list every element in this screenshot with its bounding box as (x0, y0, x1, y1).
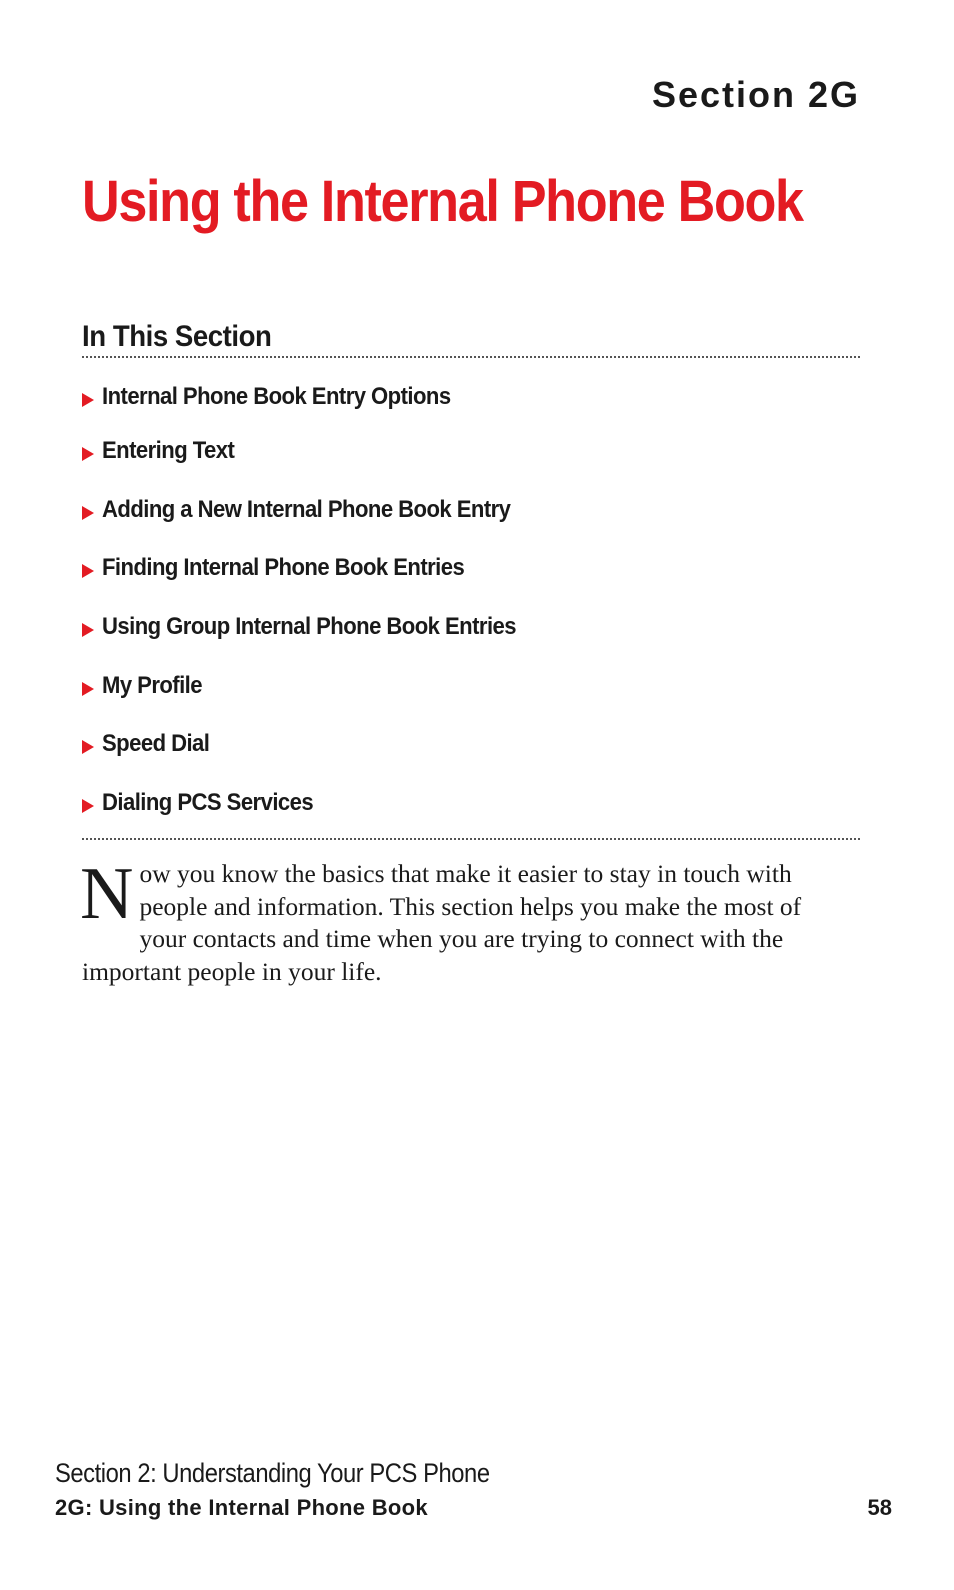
topic-label: Dialing PCS Services (102, 788, 314, 816)
bullet-arrow-icon (82, 682, 94, 696)
topic-group-entries[interactable] (82, 598, 860, 657)
intro-paragraph (80, 853, 852, 988)
topic-label: My Profile (102, 671, 203, 699)
bullet-arrow-icon (82, 740, 94, 754)
bullet-arrow-icon (82, 623, 94, 637)
drop-cap: N (80, 853, 134, 935)
topic-finding-entries[interactable] (82, 539, 860, 598)
bullet-arrow-icon (82, 506, 94, 520)
topic-label: Entering Text (102, 437, 235, 465)
footer-section-title: Section 2: Understanding Your PCS Phone (55, 1458, 490, 1488)
topic-adding-new-entry[interactable] (82, 481, 860, 540)
section-label: Section 2G (651, 74, 860, 115)
topic-label: Adding a New Internal Phone Book Entry (102, 495, 511, 523)
bullet-arrow-icon (82, 799, 94, 813)
bullet-arrow-icon (82, 564, 94, 578)
topic-dialing-pcs-services[interactable] (82, 774, 860, 833)
footer-chapter-title: 2G: Using the Internal Phone Book (55, 1495, 428, 1520)
topic-my-profile[interactable] (82, 656, 860, 715)
topic-label: Using Group Internal Phone Book Entries (102, 613, 516, 641)
dotted-divider-bottom (82, 838, 860, 840)
topic-label: Speed Dial (102, 730, 210, 758)
topic-speed-dial[interactable] (82, 715, 860, 774)
topic-entering-text[interactable] (82, 422, 860, 481)
topic-label: Finding Internal Phone Book Entries (102, 554, 465, 582)
topic-internal-phone-book-entry-options[interactable] (82, 372, 860, 422)
bullet-arrow-icon (82, 447, 94, 461)
bullet-arrow-icon (82, 393, 94, 407)
in-this-section-box (82, 318, 860, 840)
section-topics-list (82, 358, 860, 832)
topic-label: Internal Phone Book Entry Options (102, 383, 451, 410)
page-number: 58 (867, 1495, 892, 1520)
intro-text: ow you know the basics that make it easier to stay in touch with people and information. This section helps you make the most of your contacts and time when you are trying to connect with the important people in your life. (82, 859, 802, 986)
page-title: Using the Internal Phone Book (82, 169, 803, 234)
in-this-section-heading: In This Section (82, 320, 272, 353)
